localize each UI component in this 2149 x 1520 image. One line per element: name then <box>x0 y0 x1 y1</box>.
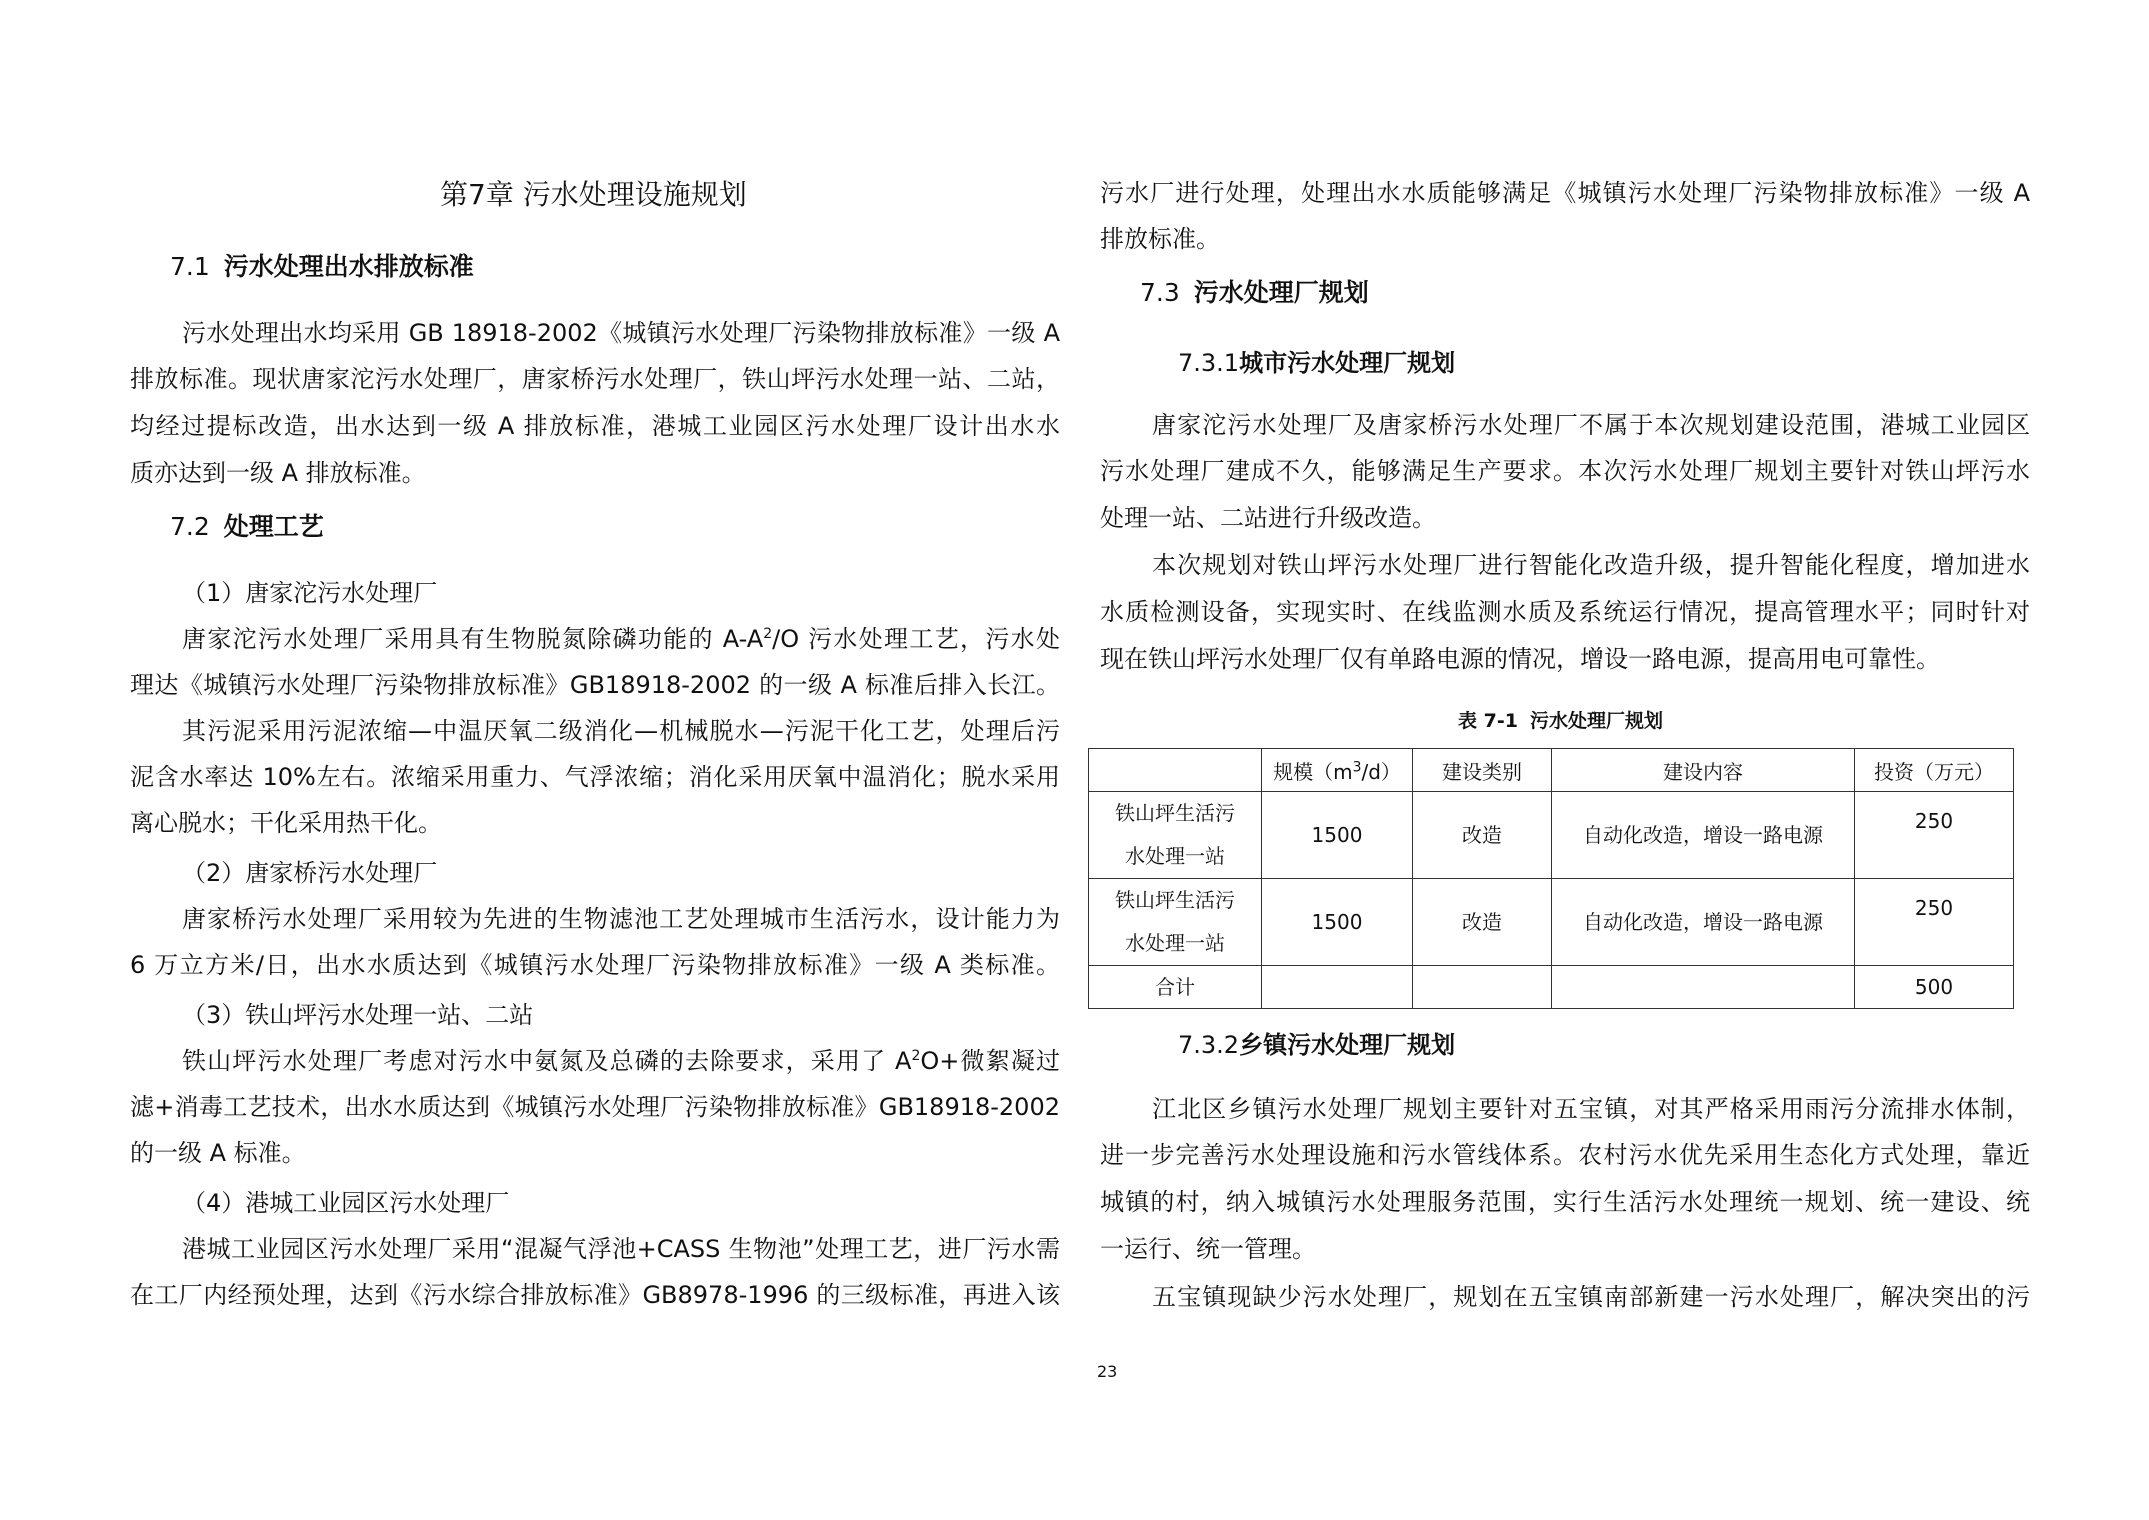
paragraph-line: 港城工业园区污水处理厂采用“混凝气浮池+CASS 生物池”处理工艺，进厂污水需 <box>182 1235 1060 1263</box>
table-cell <box>1262 966 1413 1009</box>
table-header: 建设类别 <box>1413 749 1552 792</box>
table-header <box>1089 749 1262 792</box>
table-cell: 铁山坪生活污 水处理一站 <box>1089 792 1262 879</box>
paragraph-line: 6 万立方米/日，出水水质达到《城镇污水处理厂污染物排放标准》一级 A 类标准。 <box>130 951 1060 979</box>
table-cell: 1500 <box>1262 879 1413 966</box>
paragraph-line: 的一级 A 标准。 <box>130 1139 306 1167</box>
subsection-number: 7.3.1 <box>1178 349 1240 377</box>
paragraph-line: 离心脱水；干化采用热干化。 <box>130 809 442 837</box>
paragraph-line: 江北区乡镇污水处理厂规划主要针对五宝镇，对其严格采用雨污分流排水体制， <box>1152 1095 2030 1123</box>
paragraph-line: 唐家沱污水处理厂采用具有生物脱氮除磷功能的 $A-A^2/O$ 污水处理工艺，污水处 <box>182 625 1060 653</box>
paragraph-line: 城镇的村，纳入城镇污水处理服务范围，实行生活污水处理统一规划、统一建设、统 <box>1100 1188 2030 1216</box>
paragraph-line: 一运行、统一管理。 <box>1100 1235 1316 1263</box>
paragraph-line: 本次规划对铁山坪污水处理厂进行智能化改造升级，提升智能化程度，增加进水 <box>1152 551 2030 579</box>
paragraph-line: 在工厂内经预处理，达到《污水综合排放标准》GB8978-1996 的三级标准，再进入该 <box>130 1281 1060 1309</box>
table-row <box>1089 879 2014 966</box>
paragraph-line: 滤+消毒工艺技术，出水水质达到《城镇污水处理厂污染物排放标准》GB18918-2002 <box>130 1093 1060 1121</box>
table-cell: 250 <box>1855 879 2014 966</box>
paragraph-line: 其污泥采用污泥浓缩—中温厌氧二级消化—机械脱水—污泥干化工艺，处理后污 <box>182 717 1060 745</box>
list-item-heading: （2）唐家桥污水处理厂 <box>182 859 438 887</box>
paragraph-line: 现在铁山坪污水处理厂仅有单路电源的情况，增设一路电源，提高用电可靠性。 <box>1100 645 1940 673</box>
paragraph-line: 五宝镇现缺少污水处理厂，规划在五宝镇南部新建一污水处理厂，解决突出的污 <box>1152 1283 2030 1311</box>
section-number: 7.1 <box>170 252 210 281</box>
table-header: 建设内容 <box>1552 749 1855 792</box>
list-item-heading: （1）唐家沱污水处理厂 <box>182 579 438 607</box>
section-number: 7.3 <box>1140 278 1180 307</box>
paragraph-line: 铁山坪污水处理厂考虑对污水中氨氮及总磷的去除要求，采用了 $A^2O+$微絮凝过 <box>182 1047 1061 1075</box>
chapter-title: 第7章 污水处理设施规划 <box>440 178 747 211</box>
subsection-number: 7.3.2 <box>1178 1031 1240 1059</box>
table-cell: 改造 <box>1413 792 1552 879</box>
table-cell: 铁山坪生活污 水处理一站 <box>1089 879 1262 966</box>
table-cell <box>1413 966 1552 1009</box>
plan-table <box>1088 748 2014 1009</box>
list-item-heading: （3）铁山坪污水处理一站、二站 <box>182 1001 534 1029</box>
paragraph-line: 进一步完善污水处理设施和污水管线体系。农村污水优先采用生态化方式处理，靠近 <box>1100 1141 2030 1169</box>
subsection-title: 城市污水处理厂规划 <box>1239 349 1456 377</box>
paragraph-line: 均经过提标改造，出水达到一级 A 排放标准，港城工业园区污水处理厂设计出水水 <box>130 412 1060 440</box>
paragraph-line: 泥含水率达 10%左右。浓缩采用重力、气浮浓缩；消化采用厌氧中温消化；脱水采用 <box>130 763 1060 791</box>
subsection-7-3-1-heading <box>1178 348 1455 378</box>
paragraph-line: 污水处理厂建成不久，能够满足生产要求。本次污水处理厂规划主要针对铁山坪污水 <box>1100 457 2030 485</box>
table-cell: 250 <box>1855 792 2014 879</box>
table-row <box>1089 792 2014 879</box>
table-header: 投资（万元） <box>1855 749 2014 792</box>
table-caption: 表 7-1 污水处理厂规划 <box>1458 710 1664 732</box>
table-cell: 1500 <box>1262 792 1413 879</box>
section-7-1-heading <box>170 252 474 282</box>
table-cell: 自动化改造，增设一路电源 <box>1552 792 1855 879</box>
section-7-3-heading <box>1140 278 1369 308</box>
paragraph-line: 水质检测设备，实现实时、在线监测水质及系统运行情况，提高管理水平；同时针对 <box>1100 598 2030 626</box>
section-title: 污水处理出水排放标准 <box>223 252 474 281</box>
section-title: 污水处理厂规划 <box>1193 278 1369 307</box>
paragraph-line: 理达《城镇污水处理厂污染物排放标准》GB18918-2002 的一级 A 标准后排入长江。 <box>130 671 1060 699</box>
paragraph-line: 处理一站、二站进行升级改造。 <box>1100 504 1436 532</box>
table-cell: 500 <box>1855 966 2014 1009</box>
section-title: 处理工艺 <box>223 512 324 541</box>
table-header: 规模$(m^3/d)$ <box>1262 749 1413 792</box>
paragraph-line: 排放标准。现状唐家沱污水处理厂，唐家桥污水处理厂，铁山坪污水处理一站、二站， <box>130 365 1060 393</box>
section-7-2-heading <box>170 512 324 542</box>
paragraph-line: 污水处理出水均采用 GB 18918-2002《城镇污水处理厂污染物排放标准》一级 A <box>182 319 1060 347</box>
table-cell: 自动化改造，增设一路电源 <box>1552 879 1855 966</box>
paragraph-line: 污水厂进行处理，处理出水水质能够满足《城镇污水处理厂污染物排放标准》一级 A <box>1100 179 2030 207</box>
paragraph-line: 唐家桥污水处理厂采用较为先进的生物滤池工艺处理城市生活污水，设计能力为 <box>182 905 1060 933</box>
section-number: 7.2 <box>170 512 210 541</box>
subsection-7-3-2-heading <box>1178 1030 1455 1060</box>
table-cell: 合计 <box>1089 966 1262 1009</box>
table-total-row <box>1089 966 2014 1009</box>
table-header-row <box>1089 749 2014 792</box>
paragraph-line: 唐家沱污水处理厂及唐家桥污水处理厂不属于本次规划建设范围，港城工业园区 <box>1152 411 2030 439</box>
table-cell: 改造 <box>1413 879 1552 966</box>
table-cell <box>1552 966 1855 1009</box>
paragraph-line: 排放标准。 <box>1100 225 1220 253</box>
paragraph-line: 质亦达到一级 A 排放标准。 <box>130 459 426 487</box>
list-item-heading: （4）港城工业园区污水处理厂 <box>182 1189 510 1217</box>
subsection-title: 乡镇污水处理厂规划 <box>1239 1031 1456 1059</box>
page-number: 23 <box>1097 1362 1118 1381</box>
